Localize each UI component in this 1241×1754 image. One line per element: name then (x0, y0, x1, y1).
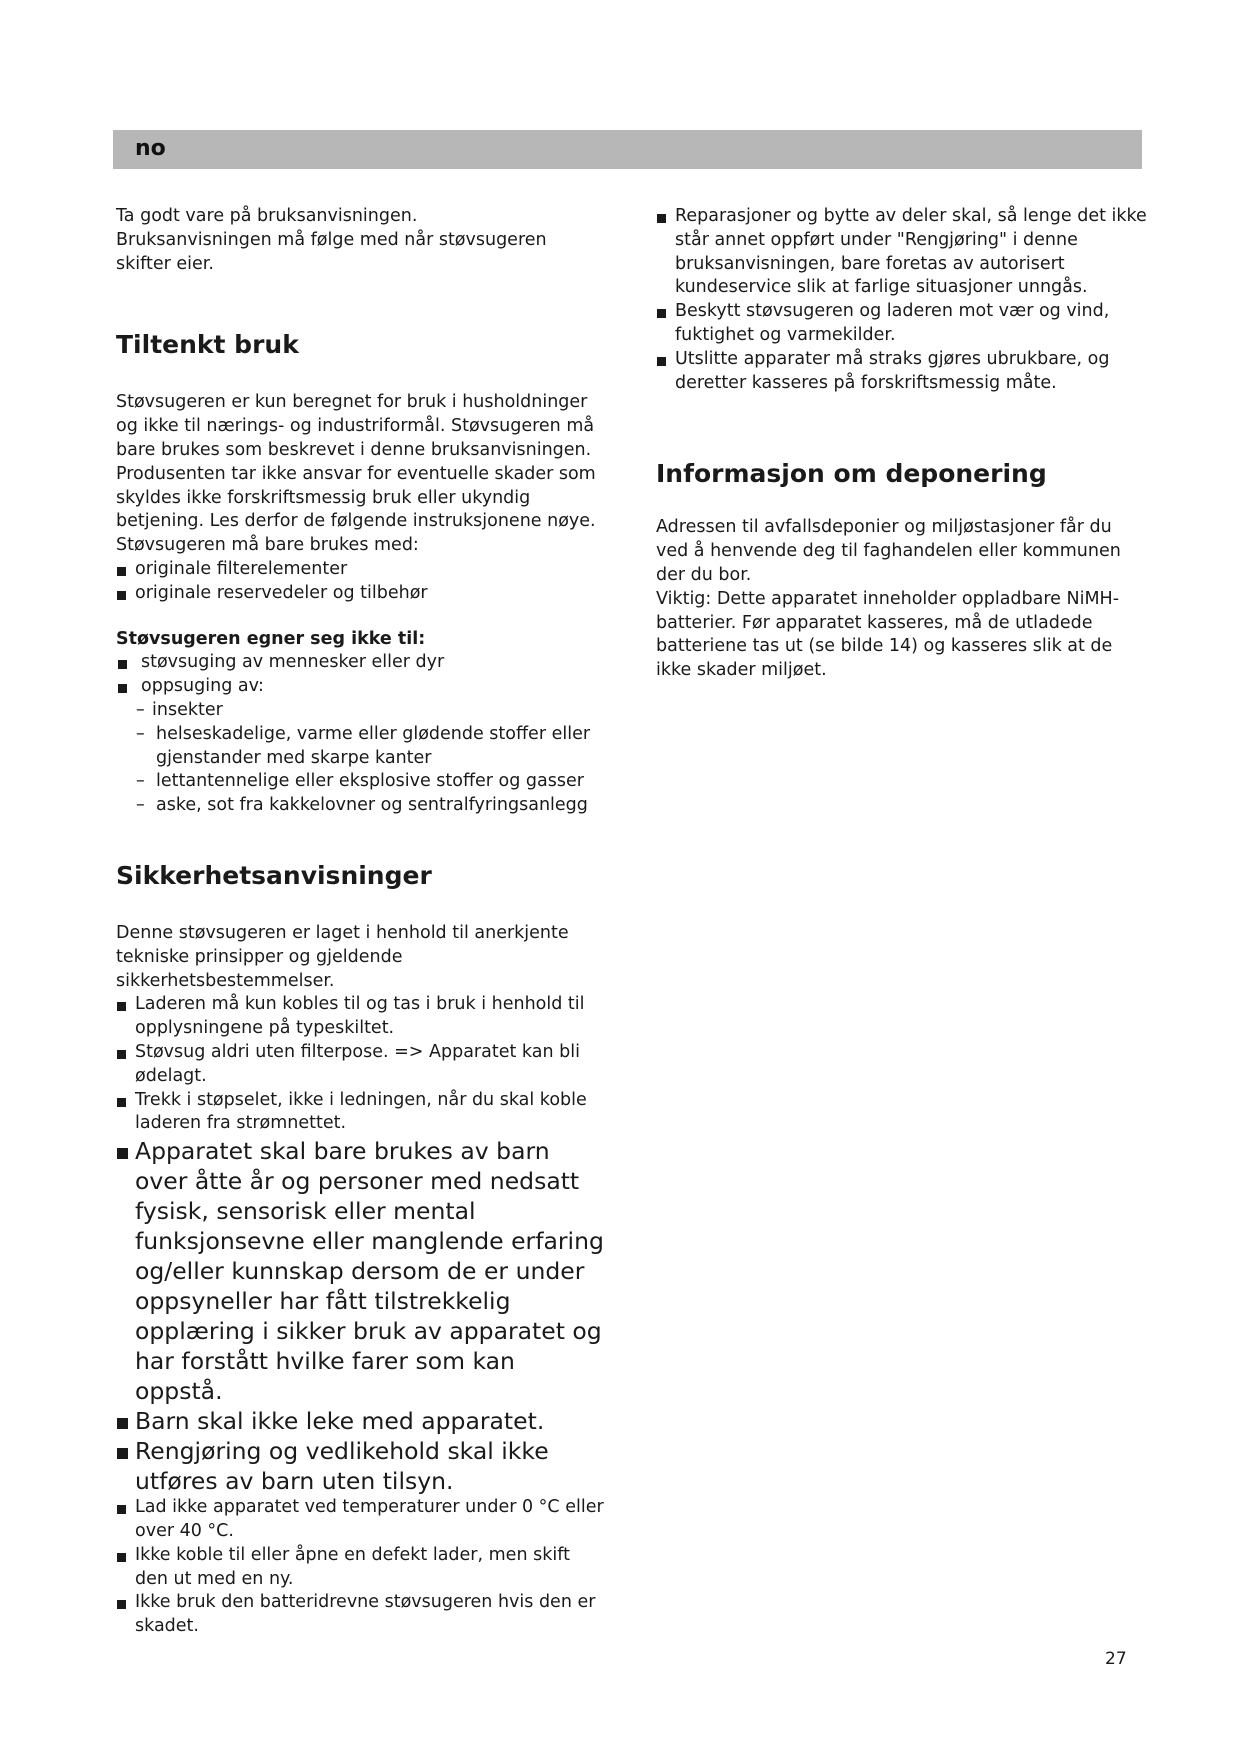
safety-item: Laderen må kun kobles til og tas i bruk i henhold til opplysningene på typeskiltet. (116, 993, 606, 1041)
safety-list (116, 993, 606, 1639)
list-item: originale filterelementer (116, 558, 606, 582)
safety-list-continued (656, 205, 1148, 395)
language-header-bar (113, 130, 1142, 169)
right-column (656, 205, 1148, 683)
sub-list-item: – aske, sot fra kakkelovner og sentralfyringsanlegg (116, 794, 606, 818)
safety-item: Ikke koble til eller åpne en defekt lader, men skift den ut med en ny. (116, 1544, 606, 1592)
safety-item: Ikke bruk den batteridrevne støvsugeren hvis den er skadet. (116, 1591, 606, 1639)
safety-item: Beskytt støvsugeren og laderen mot vær og vind, fuktighet og varmekilder. (656, 300, 1148, 348)
section-title-safety: Sikkerhetsanvisninger (116, 860, 432, 890)
intended-use-with-label: Støvsugeren må bare brukes med: (116, 535, 419, 556)
intro-line-1: Ta godt vare på bruksanvisningen. (116, 206, 418, 226)
list-item: originale reservedeler og tilbehør (116, 582, 606, 606)
disposal-paragraph-2: Viktig: Dette apparatet inneholder oppladbare NiMH-batterier. Før apparatet kasseres, må de utladede batteriene tas ut (se bilde 14) og kasseres slik at de ikke skader miljøet. (656, 588, 1120, 681)
not-suitable-title: Støvsugeren egner seg ikke til: (116, 628, 426, 649)
safety-item: Utslitte apparater må straks gjøres ubrukbare, og deretter kasseres på forskriftsmessig måte. (656, 348, 1148, 396)
left-column (116, 205, 606, 1639)
disposal-paragraph-1: Adressen til avfallsdeponier og miljøstasjoner får du ved å henvende deg til faghandelen eller kommunen der du bor. (656, 517, 1121, 585)
safety-item-emphasized: Apparatet skal bare brukes av barn over åtte år og personer med nedsatt fysisk, sensorisk eller mental funksjonsevne eller manglende erfaring og/eller kunnskap dersom de er under oppsyneller har fått tilstrekkelig opplæring i sikker bruk av apparatet og har forstått hvilke farer som kan oppstå. (116, 1136, 606, 1406)
sub-list-item: – insekter (116, 699, 606, 723)
safety-item-emphasized: Rengjøring og vedlikehold skal ikke utføres av barn uten tilsyn. (116, 1436, 606, 1496)
use-with-list (116, 558, 606, 606)
section-title-intended-use: Tiltenkt bruk (116, 330, 299, 360)
safety-intro: Denne støvsugeren er laget i henhold til anerkjente tekniske prinsipper og gjeldende sikkerhetsbestemmelser. (116, 922, 569, 991)
intro-line-2: Bruksanvisningen må følge med når støvsugeren skifter eier. (116, 229, 547, 274)
list-item: oppsuging av: (116, 675, 606, 699)
safety-item: Støvsug aldri uten filterpose. => Apparatet kan bli ødelagt. (116, 1041, 606, 1089)
page-number: 27 (1105, 1649, 1127, 1669)
safety-item-emphasized: Barn skal ikke leke med apparatet. (116, 1406, 606, 1436)
safety-item: Reparasjoner og bytte av deler skal, så lenge det ikke står annet oppført under "Rengjøring" i denne bruksanvisningen, bare foretas av autorisert kundeservice slik at farlige situasjoner unngås. (656, 205, 1148, 300)
intended-use-paragraph: Støvsugeren er kun beregnet for bruk i husholdninger og ikke til nærings- og industriformål. Støvsugeren må bare brukes som beskrevet i denne bruksanvisningen. Produsenten tar ikke ansvar for eventuelle skader som skyldes ikke forskriftsmessig bruk eller ukyndig betjening. Les derfor de følgende instruksjonene nøye. (116, 392, 596, 532)
language-code: no (135, 136, 166, 161)
section-title-disposal: Informasjon om deponering (656, 459, 1047, 489)
list-item: støvsuging av mennesker eller dyr (116, 651, 606, 675)
safety-item: Trekk i støpselet, ikke i ledningen, når du skal koble laderen fra strømnettet. (116, 1089, 606, 1137)
sub-list-item: – lettantennelige eller eksplosive stoffer og gasser (116, 770, 606, 794)
sub-list-item: – helseskadelige, varme eller glødende stoffer eller gjenstander med skarpe kanter (116, 723, 606, 771)
not-suitable-list (116, 651, 606, 818)
safety-item: Lad ikke apparatet ved temperaturer under 0 °C eller over 40 °C. (116, 1496, 606, 1544)
